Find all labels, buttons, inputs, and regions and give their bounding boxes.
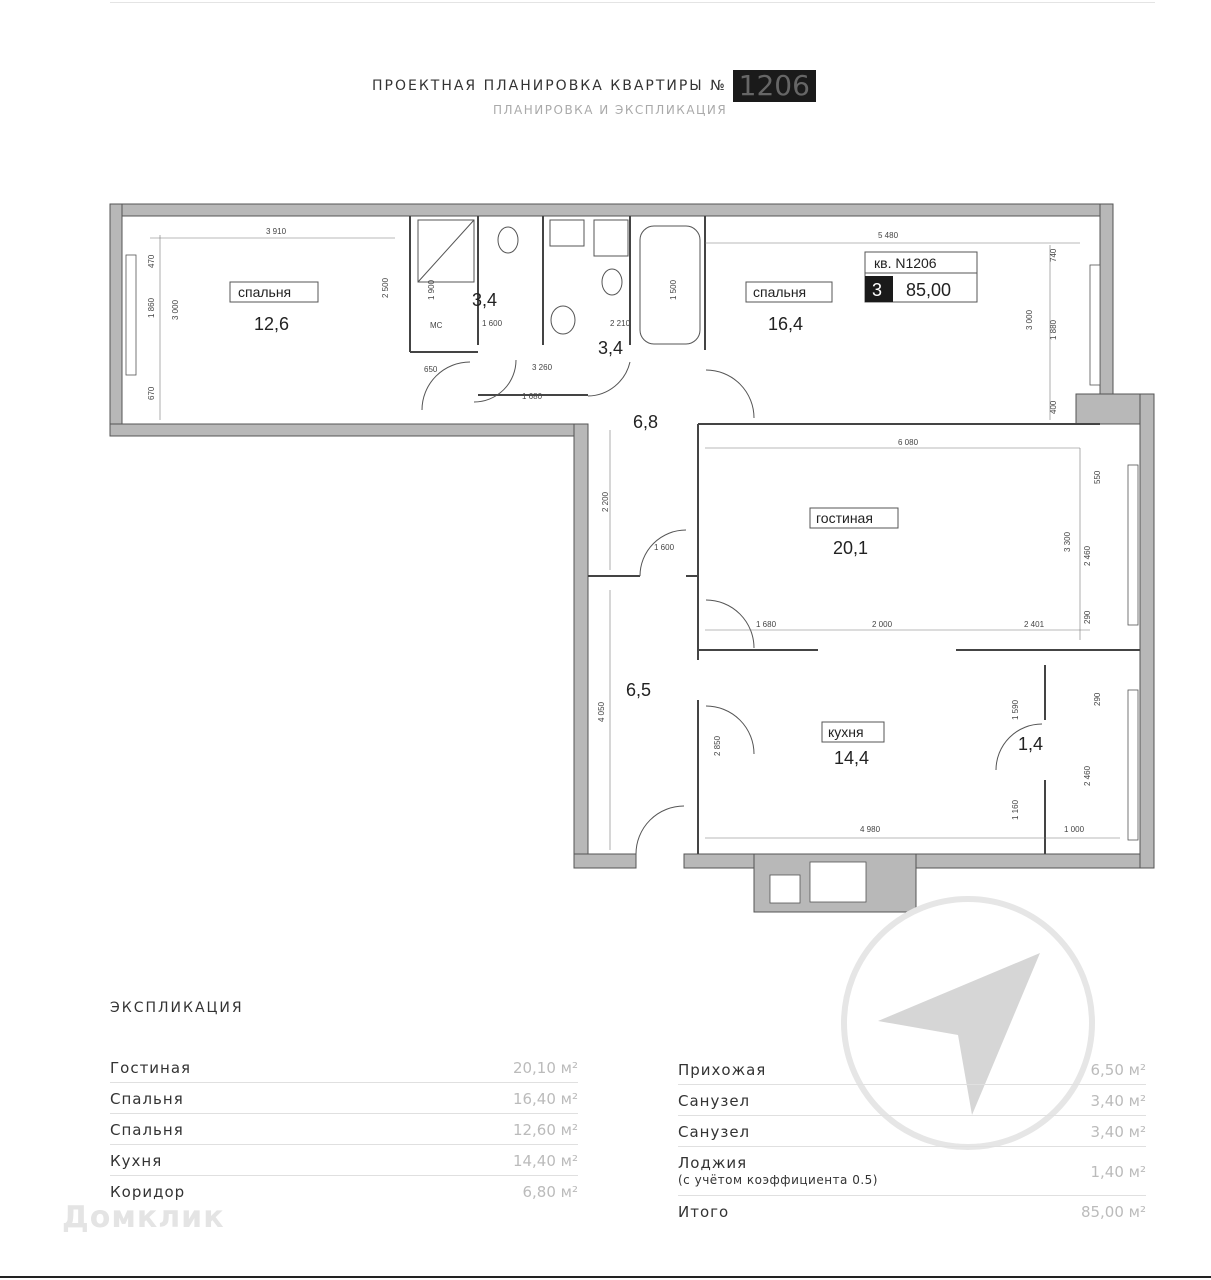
wc-label: МС (430, 321, 443, 330)
dim-label: 290 (1093, 692, 1102, 706)
room-area: 3,4 (472, 290, 498, 310)
explication-row: Санузел 3,40 м² (678, 1120, 1146, 1147)
dim-label: 4 050 (597, 701, 606, 722)
dim-label: 6 080 (898, 438, 919, 447)
room-area: 14,4 (834, 748, 870, 768)
dim-label: 650 (424, 365, 438, 374)
room-name: кухня (828, 724, 864, 740)
room-area: 1,4 (1018, 734, 1044, 754)
dim-label: 5 480 (878, 231, 899, 240)
dim-label: 1 880 (1049, 319, 1058, 340)
dim-label: 1 500 (669, 279, 678, 300)
dim-label: 2 500 (381, 277, 390, 298)
dim-label: 1 600 (482, 319, 503, 328)
apartment-rooms-count: 3 (872, 280, 883, 300)
explication-row: Прихожая 6,50 м² (678, 1058, 1146, 1085)
dim-label: 3 300 (1063, 531, 1072, 552)
navigation-arrow-icon (840, 895, 1100, 1155)
dim-label: 2 460 (1083, 545, 1092, 566)
sink-icon (551, 306, 575, 334)
explication-row: Лоджия (с учётом коэффициента 0.5) 1,40 м² (678, 1151, 1146, 1196)
dim-label: 1 590 (1011, 699, 1020, 720)
dim-label: 1 000 (1064, 825, 1085, 834)
room-area: 16,4 (768, 314, 804, 334)
explication-row: Итого 85,00 м² (678, 1203, 1146, 1221)
dim-label: 4 980 (860, 825, 881, 834)
page-subtitle: ПЛАНИРОВКА И ЭКСПЛИКАЦИЯ (493, 103, 728, 117)
apartment-total-area: 85,00 (906, 280, 952, 300)
dim-label: 3 000 (171, 299, 180, 320)
dim-label: 2 460 (1083, 765, 1092, 786)
explication-row: Санузел 3,40 м² (678, 1089, 1146, 1116)
dim-label: 3 260 (532, 363, 553, 372)
explication-row: Гостиная 20,10 м² (110, 1056, 578, 1083)
dim-label: 1 160 (1011, 799, 1020, 820)
dim-label: 2 000 (872, 620, 893, 629)
room-area: 3,4 (598, 338, 624, 358)
dimension-labels (147, 227, 1102, 834)
room-name: спальня (753, 284, 807, 300)
explication-heading: ЭКСПЛИКАЦИЯ (110, 1000, 244, 1016)
apartment-tag (865, 252, 977, 302)
dim-label: 2 210 (610, 319, 631, 328)
dimension-lines (150, 235, 1120, 850)
dim-label: 1 680 (756, 620, 777, 629)
room-name: гостиная (816, 510, 873, 526)
room-labels (230, 282, 1043, 768)
room-area: 6,8 (633, 412, 659, 432)
dim-label: 670 (147, 386, 156, 400)
apartment-tag-label: кв. N1206 (874, 255, 937, 271)
bottom-rule (0, 1276, 1211, 1278)
dim-label: 470 (147, 254, 156, 268)
dim-label: 1 680 (522, 392, 543, 401)
dim-label: 740 (1049, 248, 1058, 262)
page-title: ПРОЕКТНАЯ ПЛАНИРОВКА КВАРТИРЫ № 1206 (372, 70, 816, 102)
dim-label: 1 860 (147, 297, 156, 318)
toilet-icon (498, 227, 518, 253)
room-area: 6,5 (626, 680, 652, 700)
dim-label: 400 (1049, 400, 1058, 414)
explication-row: Коридор 6,80 м² (110, 1183, 578, 1201)
explication-row: Спальня 16,40 м² (110, 1087, 578, 1114)
windows (126, 255, 1138, 903)
dim-label: 1 900 (427, 279, 436, 300)
room-area: 20,1 (833, 538, 869, 558)
walls (110, 204, 1154, 912)
room-area: 12,6 (254, 314, 290, 334)
dim-label: 550 (1093, 470, 1102, 484)
apartment-number-redacted: 1206 (733, 70, 816, 102)
sanitary-fixtures (418, 220, 700, 344)
brand-watermark: Домклик (62, 1200, 225, 1235)
dim-label: 3 910 (266, 227, 287, 236)
room-name: спальня (238, 284, 292, 300)
explication-row: Спальня 12,60 м² (110, 1118, 578, 1145)
toilet-icon-2 (602, 269, 622, 295)
dim-label: 1 600 (654, 543, 675, 552)
dim-label: 2 850 (713, 735, 722, 756)
explication-row: Кухня 14,40 м² (110, 1149, 578, 1176)
dim-label: 290 (1083, 610, 1092, 624)
dim-label: 2 401 (1024, 620, 1045, 629)
dim-label: 2 200 (601, 491, 610, 512)
dim-label: 3 000 (1025, 309, 1034, 330)
